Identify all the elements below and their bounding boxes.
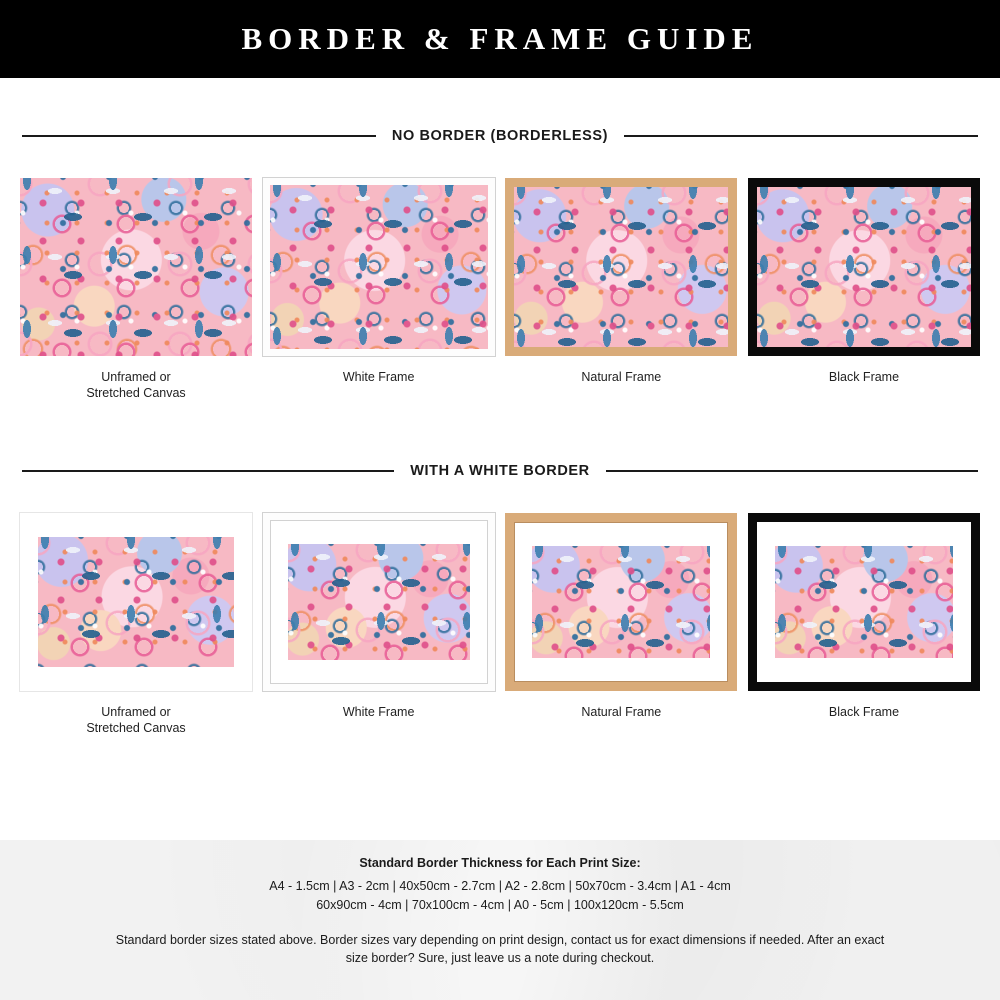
artwork-leaves <box>532 546 710 658</box>
caption-line-1: White Frame <box>342 370 415 384</box>
frame-option-natural-bordered[interactable] <box>505 513 737 736</box>
artwork-image <box>532 546 710 658</box>
frame-option-unframed-bordered[interactable] <box>20 513 252 736</box>
caption-line-1: Natural Frame <box>581 370 662 384</box>
artwork-preview-natural-frame-bordered[interactable] <box>505 513 737 691</box>
artwork-preview-unframed-bordered[interactable] <box>20 513 252 691</box>
divider-left <box>22 470 394 472</box>
artwork-image <box>775 546 953 658</box>
artwork-leaves <box>20 178 252 356</box>
frame-caption <box>829 370 899 386</box>
frame-option-white-bordered[interactable] <box>263 513 495 736</box>
section-heading-no-border <box>22 128 978 144</box>
caption-line-1: White Frame <box>342 705 415 720</box>
caption-line-1: Unframed or <box>101 705 171 720</box>
caption-line-1: Black Frame <box>828 705 900 720</box>
artwork-image <box>20 178 252 356</box>
artwork-leaves <box>514 187 728 347</box>
frame-option-black-bordered[interactable] <box>748 513 980 736</box>
caption-line-1: Black Frame <box>828 370 900 384</box>
artwork-image <box>288 544 470 660</box>
artwork-image <box>38 537 234 667</box>
divider-left <box>22 135 376 137</box>
frame-row-white-border <box>0 513 1000 736</box>
artwork-preview-white-frame-bordered[interactable] <box>263 513 495 691</box>
frame-row-no-border <box>0 178 1000 401</box>
frame-caption <box>86 370 185 401</box>
frame-caption <box>829 705 899 721</box>
footer-panel <box>0 840 1000 1000</box>
artwork-leaves <box>775 546 953 658</box>
frame-caption <box>343 705 415 721</box>
divider-right <box>606 470 978 472</box>
footer-sizes-line-2: 60x90cm - 4cm | 70x100cm - 4cm | A0 - 5cm | 100x120cm - 5.5cm <box>316 897 684 912</box>
caption-line-1: Unframed or <box>101 370 171 384</box>
section-label: NO BORDER (BORDERLESS) <box>391 128 609 144</box>
artwork-image <box>514 187 728 347</box>
frame-option-black[interactable] <box>748 178 980 401</box>
footer-note: Standard border sizes stated above. Border sizes vary depending on print design, contact us for exact dimensions if needed. After an exact size border? Sure, just leave us a note during checkout. <box>115 932 885 966</box>
caption-line-1: Natural Frame <box>581 705 662 720</box>
frame-option-natural[interactable] <box>505 178 737 401</box>
frame-caption <box>86 705 185 736</box>
page-header <box>0 0 1000 78</box>
frame-caption <box>343 370 415 386</box>
artwork-preview-white-frame[interactable] <box>263 178 495 356</box>
caption-line-2: Stretched Canvas <box>86 385 186 400</box>
page-title: BORDER & FRAME GUIDE <box>241 21 759 56</box>
artwork-preview-black-frame[interactable] <box>748 178 980 356</box>
artwork-image <box>757 187 971 347</box>
artwork-preview-natural-frame[interactable] <box>505 178 737 356</box>
artwork-leaves <box>270 185 488 349</box>
divider-right <box>624 135 978 137</box>
artwork-preview-black-frame-bordered[interactable] <box>748 513 980 691</box>
frame-caption <box>581 370 661 386</box>
artwork-leaves <box>757 187 971 347</box>
section-heading-white-border <box>22 463 978 479</box>
artwork-leaves <box>288 544 470 660</box>
frame-caption <box>581 705 661 721</box>
artwork-image <box>270 185 488 349</box>
section-label: WITH A WHITE BORDER <box>410 463 590 480</box>
frame-option-unframed[interactable] <box>20 178 252 401</box>
artwork-preview-unframed[interactable] <box>20 178 252 356</box>
artwork-leaves <box>38 537 234 667</box>
caption-line-2: Stretched Canvas <box>86 720 186 735</box>
footer-title: Standard Border Thickness for Each Print Size: <box>359 856 641 870</box>
frame-option-white[interactable] <box>263 178 495 401</box>
footer-sizes-line-1: A4 - 1.5cm | A3 - 2cm | 40x50cm - 2.7cm | A2 - 2.8cm | 50x70cm - 3.4cm | A1 - 4cm <box>269 879 731 893</box>
